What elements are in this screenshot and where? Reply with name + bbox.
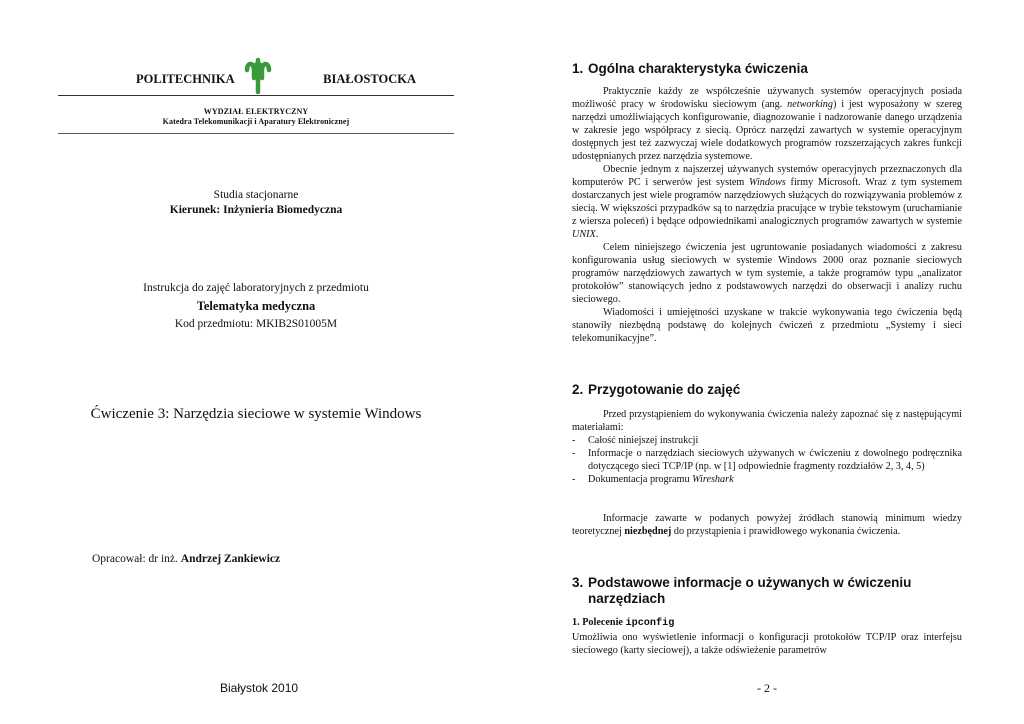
list-item: - Informacje o narzędziach sieciowych używanych w ćwiczeniu z dowolnego podręcznika dotyczącego sieci TCP/IP (np. w [1] odpowiednie fragmenty rozdziałów 2, 3, 4, 5) [572, 447, 962, 473]
section-1-title: Ogólna charakterystyka ćwiczenia [588, 61, 808, 76]
faculty-divider [58, 133, 454, 134]
study-mode: Studia stacjonarne [213, 189, 299, 201]
text-run: Praktycznie każdy ze współcześnie używanych systemów operacyjnych posiada możliwość pracy w środowisku sieciowym (ang. [572, 86, 962, 110]
faculty-name: WYDZIAŁ ELEKTRYCZNY [203, 107, 309, 116]
paragraph: Umożliwia ono wyświetlenie informacji o konfiguracji protokołów TCP/IP oraz interfejsu sieciowego (karty sieciowej), a także odświeżenie parametrów [572, 632, 962, 656]
politechnika-logo-icon [240, 56, 276, 94]
text-run: Dokumentacja programu [588, 474, 693, 485]
text-run: . [595, 229, 599, 240]
text-run: Obecnie jednym z najszerzej używanych systemów operacyjnych przeznaczonych dla komputerów PC i serwerów jest system [572, 164, 962, 188]
text-run: Informacje zawarte w podanych powyżej źródłach stanowią minimum wiedzy teoretycznej [572, 513, 962, 537]
text-run: ) i jest wyposażony w szereg narzędzi umożliwiających konfigurowanie, diagnozowanie i nadzorowanie danego urządzenia w zakresie jego współpracy z siecią. Oprócz narzędzi zawartych w systemie operacyjnym dostępnych jest też zazwyczaj wiele dodatkowych programów rozszerzających zakres funkcji udostępnianych przez narzędzia systemowe. [572, 99, 963, 162]
subject-code: Kod przedmiotu: MKIB2S01005M [174, 318, 338, 330]
university-header [136, 72, 416, 87]
paragraph: Celem niniejszego ćwiczenia jest ugruntowanie posiadanych wiadomości z zakresu konfigurowania usług sieciowych w systemie Windows 2000 oraz poznanie sieciowych programów narzędziowych zawartych w tym systemie, a także programów typu „analizator protokołów” stanowiących jedno z podstawowych narzędzi do obserwacji i analizy ruchu sieciowego. [572, 242, 962, 305]
section-1-heading [572, 61, 808, 77]
section-2-body [572, 408, 962, 486]
list-item: - Całość niniejszej instrukcji [572, 434, 962, 447]
place-year-footer: Białystok 2010 [220, 681, 299, 695]
text-run-bold: niezbędnej [624, 526, 672, 537]
command-name: ipconfig [625, 618, 675, 629]
section-1-body [572, 85, 962, 345]
text-run-italic: UNIX [572, 229, 596, 240]
section-3-title-line2: narzędziach [588, 591, 666, 606]
text-run: firmy Microsoft. Wraz z tym systemem dostarczanych jest wiele programów narzędziowych służących do rozwiązywania problemów z siecią. W większości przypadków są to narzędzia pracujące w trybie tekstowym (uruchamianie z wiersza poleceń) i będące odpowiednikami analogicznych programów zawartych w systemie [572, 177, 962, 227]
author-line [92, 553, 280, 565]
section-3-title-line1: Podstawowe informacje o używanych w ćwiczeniu [588, 575, 912, 590]
materials-list [572, 434, 962, 486]
text-run: do przystąpienia i prawidłowego wykonania ćwiczenia. [671, 526, 901, 537]
department-name: Katedra Telekomunikacji i Aparatury Elektronicznej [162, 117, 350, 126]
instruction-block [58, 279, 454, 333]
paragraph [572, 163, 962, 241]
command-prefix: 1. Polecenie [572, 617, 626, 628]
study-field: Kierunek: Inżynieria Biomedyczna [169, 204, 343, 216]
section-2-heading [572, 382, 740, 398]
author-prefix: Opracował: dr inż. [92, 553, 181, 565]
header-divider [58, 95, 454, 96]
paragraph [572, 512, 962, 538]
page-number: - 2 - [757, 681, 777, 695]
text-run-italic: Wireshark [692, 474, 734, 485]
text-run-italic: Windows [749, 177, 786, 188]
paragraph [572, 85, 962, 163]
section-3-body [572, 631, 962, 657]
exercise-title: Ćwiczenie 3: Narzędzia sieciowe w systemie Windows [90, 406, 422, 422]
faculty-block [58, 107, 454, 127]
section-1-number: 1. [572, 61, 584, 76]
section-2-title: Przygotowanie do zajęć [588, 382, 741, 397]
subject-name: Telematyka medyczna [196, 299, 316, 313]
university-name-right: BIAŁOSTOCKA [323, 72, 416, 86]
author-name: Andrzej Zankiewicz [180, 553, 281, 565]
command-heading [572, 617, 674, 629]
paragraph: Wiadomości i umiejętności uzyskane w trakcie wykonywania tego ćwiczenia będą stanowiły niezbędną podstawę do kolejnych ćwiczeń z przedmiotu „Systemy i sieci telekomunikacyjne”. [572, 307, 962, 344]
university-name-left: POLITECHNIKA [136, 72, 235, 86]
list-item [572, 473, 962, 486]
text-run-italic: networking [787, 99, 833, 110]
section-3-heading [572, 575, 911, 607]
section-3-number: 3. [572, 575, 584, 590]
content-page [512, 0, 1024, 724]
studies-block [58, 188, 454, 218]
paragraph: Przed przystąpieniem do wykonywania ćwiczenia należy zapoznać się z następującymi materiałami: [572, 409, 962, 433]
instruction-line: Instrukcja do zajęć laboratoryjnych z przedmiotu [143, 282, 369, 294]
section-2-number: 2. [572, 382, 584, 397]
section-2-note [572, 512, 962, 538]
